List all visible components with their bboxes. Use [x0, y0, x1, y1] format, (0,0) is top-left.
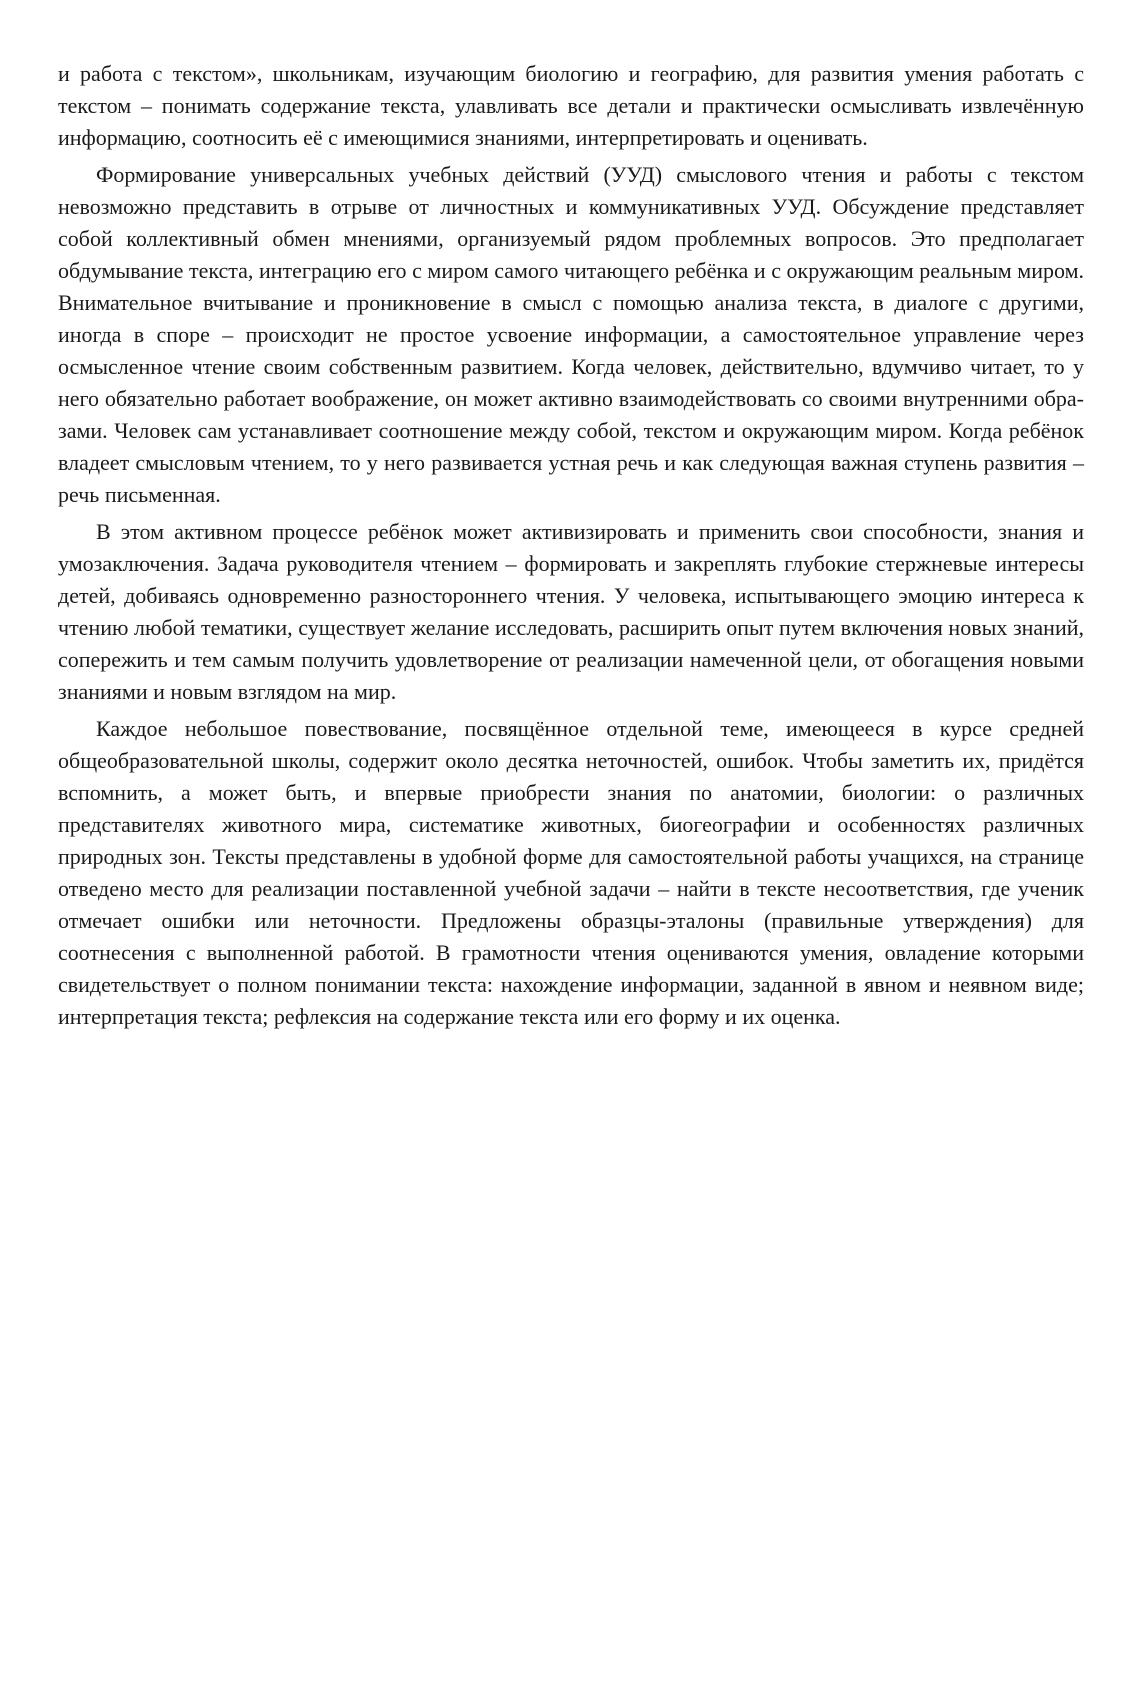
paragraph-active-process: В этом активном процессе ребёнок может активизировать и применить свои способности, знания и умозаключения. Задача руководителя чтением – формировать и закреплять глубокие стержневые интересы детей, добиваясь одновременно разностороннего чтения. У человека, испытывающего эмоцию интереса к чтению любой тематики, существует желание исследовать, расширить опыт путем включения новых знаний, сопережить и тем самым получить удовлетворение от реализации намеченной цели, от обогащения новыми знаниями и новым взглядом на мир.: [58, 519, 1084, 704]
text-body: [58, 58, 1084, 1038]
paragraph-continuation: и работа с текстом», школьникам, изучающим биологию и географию, для развития умения работать с текстом – понимать содержание текста, улавливать все детали и практически осмысливать извлечённую информацию, соотносить её с имеющимися знаниями, интерпретировать и оценивать.: [58, 61, 1084, 150]
paragraph-uud: Формирование универсальных учебных действий (УУД) смыслового чтения и работы с текстом невозможно представить в отрыве от личностных и коммуникативных УУД. Обсуждение представляет собой коллективный обмен мнениями, организуемый рядом проблемных вопросов. Это предполагает обдумывание текста, интеграцию его с миром самого читающего ребёнка и с окружающим реальным миром. Внимательное вчитывание и проникновение в смысл с помощью анализа текста, в диалоге с другими, иногда в споре – происходит не простое усвоение информации, а самостоятельное управление через осмысленное чтение своим собственным развитием. Когда человек, действительно, вдумчиво читает, то у него обязательно работает воображение, он может активно взаимодействовать со своими внутренними образами. Человек сам устанавливает соотношение между собой, текстом и окружающим миром. Когда ребёнок владеет смысловым чтением, то у него развивается устная речь и как следующая важная ступень развития – речь письменная.: [58, 162, 1084, 507]
paragraph-narratives: Каждое небольшое повествование, посвящённое отдельной теме, имеющееся в курсе средней общеобразовательной школы, содержит около десятка неточностей, ошибок. Чтобы заметить их, придётся вспомнить, а может быть, и впервые приобрести знания по анатомии, биологии: о различных представителях животного мира, систематике животных, биогеографии и особенностях различных природных зон. Тексты представлены в удобной форме для самостоятельной работы учащихся, на странице отведено место для реализации поставленной учебной задачи – найти в тексте несоответствия, где ученик отмечает ошибки или неточности. Предложены образцы-эталоны (правильные утверждения) для соотнесения с выполненной работой. В грамотности чтения оцениваются умения, овладение которыми свидетельствует о полном понимании текста: нахождение информации, заданной в явном и неявном виде; интерпретация текста; рефлексия на содержание текста или его форму и их оценка.: [58, 716, 1084, 1029]
